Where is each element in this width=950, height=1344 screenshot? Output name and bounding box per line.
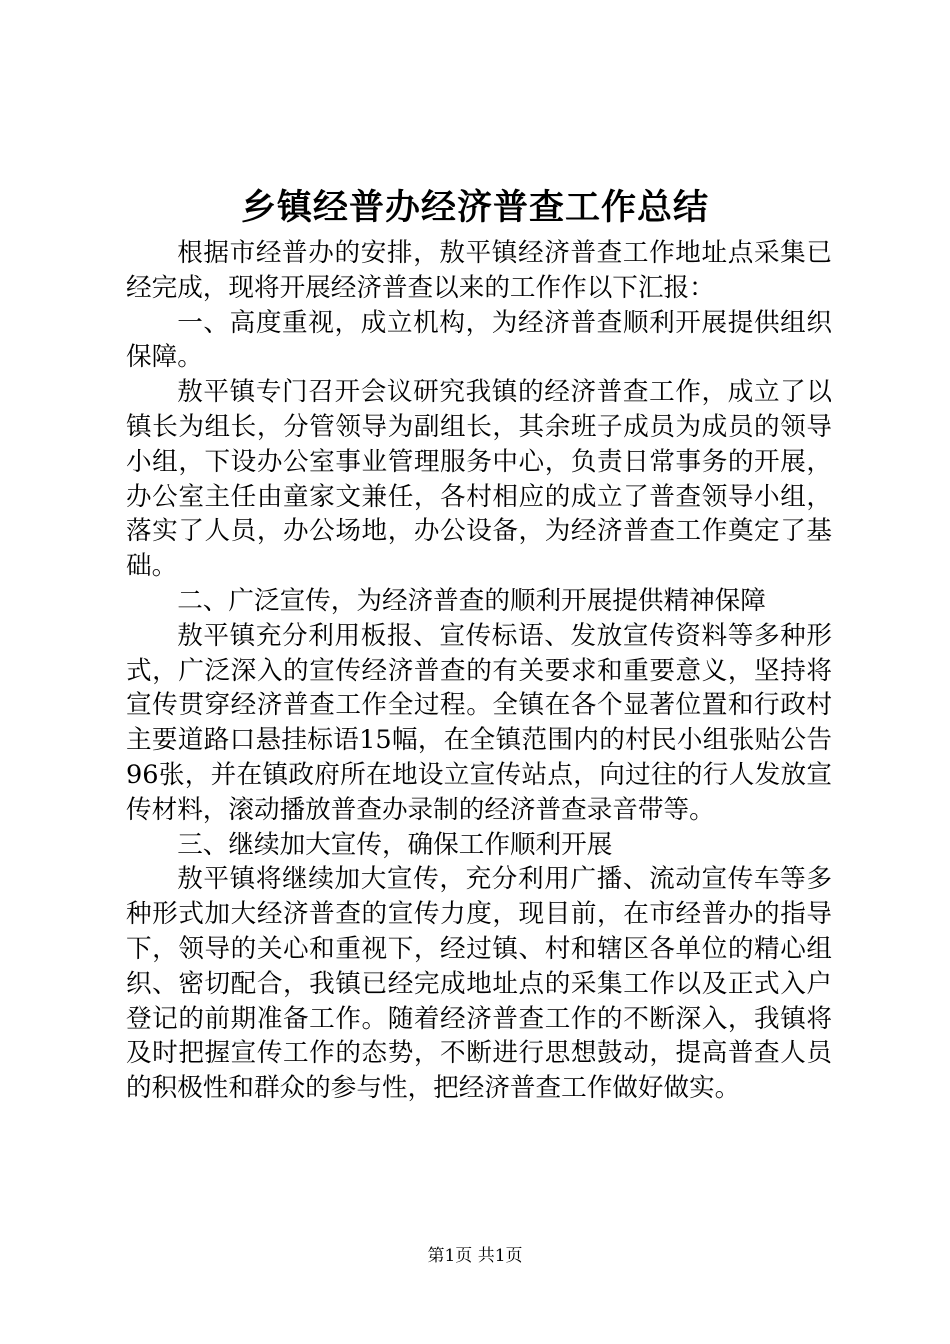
section-heading-2: 二、广泛宣传，为经济普查的顺利开展提供精神保障 xyxy=(177,585,766,616)
paragraph-intro: 根据市经普办的安排，敖平镇经济普查工作地址点采集已经完成，现将开展经济普查以来的工作作以下汇报： xyxy=(126,238,832,303)
document-body xyxy=(126,236,832,1106)
document-title: 乡镇经普办经济普查工作总结 xyxy=(240,187,709,228)
page-number-footer: 第1页 共1页 xyxy=(427,1246,523,1266)
paragraph-publicity: 敖平镇充分利用板报、宣传标语、发放宣传资料等多种形式，广泛深入的宣传经济普查的有关要求和重要意义，坚持将宣传贯穿经济普查工作全过程。全镇在各个显著位置和行政村主要道路口悬挂标语15幅，在全镇范围内的村民小组张贴公告96张，并在镇政府所在地设立宣传站点，向过往的行人发放宣传材料，滚动播放普查办录制的经济普查录音带等。 xyxy=(126,620,832,825)
paragraph-continuation: 敖平镇将继续加大宣传，充分利用广播、流动宣传车等多种形式加大经济普查的宣传力度，现目前，在市经普办的指导下，领导的关心和重视下，经过镇、村和辖区各单位的精心组织、密切配合，我镇已经完成地址点的采集工作以及正式入户登记的前期准备工作。随着经济普查工作的不断深入，我镇将及时把握宣传工作的态势，不断进行思想鼓动，提高普查人员的积极性和群众的参与性，把经济普查工作做好做实。 xyxy=(126,864,832,1104)
section-heading-1: 一、高度重视，成立机构，为经济普查顺利开展提供组织保障。 xyxy=(126,307,832,373)
paragraph-organization: 敖平镇专门召开会议研究我镇的经济普查工作，成立了以镇长为组长，分管领导为副组长，其余班子成员为成员的领导小组，下设办公室事业管理服务中心，负责日常事务的开展，办公室主任由童家文兼任，各村相应的成立了普查领导小组，落实了人员，办公场地，办公设备，为经济普查工作奠定了基础。 xyxy=(126,377,832,582)
section-heading-3: 三、继续加大宣传，确保工作顺利开展 xyxy=(177,829,613,860)
